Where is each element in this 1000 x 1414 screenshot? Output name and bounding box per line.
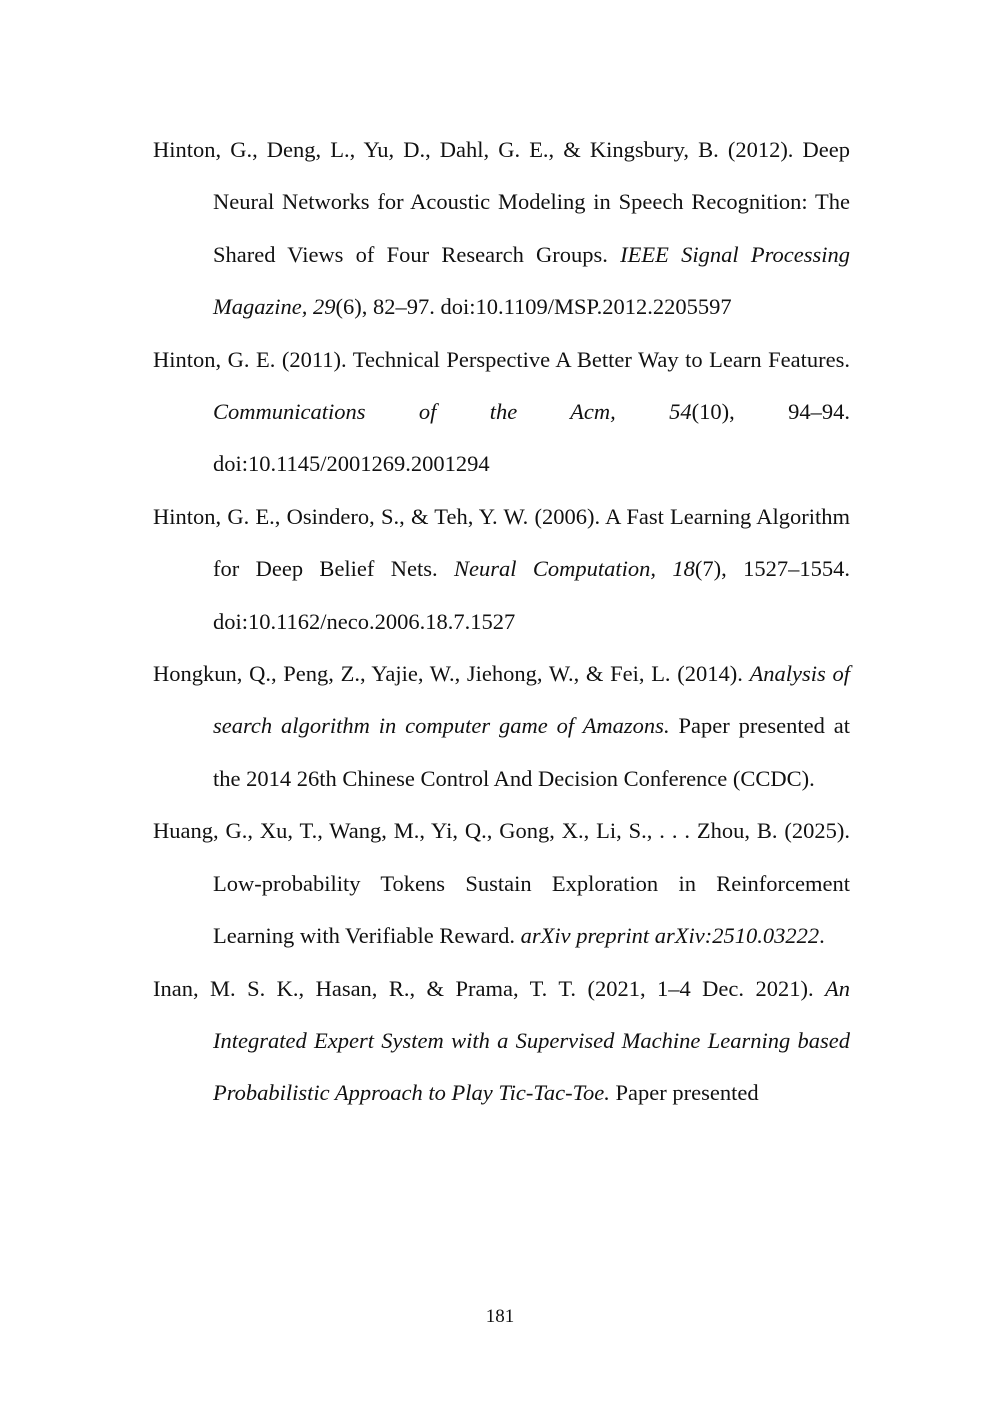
reference-source-italic: IEEE Signal Processing Magazine, 29: [213, 241, 850, 320]
reference-source-italic: Communications of the Acm, 54: [213, 399, 692, 425]
reference-entry: [153, 648, 850, 805]
page-number: 181: [485, 1306, 515, 1327]
reference-text: Hinton, G. E., Osindero, S., & Teh, Y. W. (2006). A Fast Learning Algorithm for Deep Belief Nets.: [153, 503, 850, 582]
reference-text: Paper presented at the 2014 26th Chinese Control And Decision Conference (CCDC).: [213, 713, 850, 791]
reference-source-italic: arXiv preprint arXiv:2510.03222: [520, 923, 820, 949]
reference-entry: [153, 334, 850, 491]
reference-text: (6), 82–97. doi:10.1109/MSP.2012.2205597: [335, 294, 732, 320]
reference-text: .: [819, 923, 825, 949]
reference-text: (10), 94–94. doi:10.1145/2001269.2001294: [213, 399, 850, 477]
reference-source-italic: Neural Computation, 18: [454, 556, 695, 582]
reference-text: Hongkun, Q., Peng, Z., Yajie, W., Jiehong, W., & Fei, L. (2014).: [153, 661, 750, 687]
reference-title-italic: Analysis of search algorithm in computer game of Amazons.: [213, 661, 850, 739]
reference-text: Hinton, G. E. (2011). Technical Perspective A Better Way to Learn Features.: [153, 346, 850, 372]
reference-text: Huang, G., Xu, T., Wang, M., Yi, Q., Gong, X., Li, S., . . . Zhou, B. (2025). Low-probability Tokens Sustain Exploration in Reinforcement Learning with Verifiable Reward.: [153, 818, 850, 949]
reference-text: Hinton, G., Deng, L., Yu, D., Dahl, G. E., & Kingsbury, B. (2012). Deep Neural Networks for Acoustic Modeling in Speech Recognition: The Shared Views of Four Research Groups.: [153, 137, 850, 267]
reference-entry: [153, 491, 850, 648]
reference-entry: [153, 124, 850, 334]
reference-text: (7), 1527–1554. doi:10.1162/neco.2006.18.7.1527: [213, 556, 850, 634]
reference-entry: [153, 963, 850, 1120]
reference-text: Inan, M. S. K., Hasan, R., & Prama, T. T. (2021, 1–4 Dec. 2021).: [153, 975, 825, 1001]
reference-list: [153, 124, 850, 1120]
reference-text: Paper presented: [609, 1080, 759, 1106]
reference-title-italic: An Integrated Expert System with a Supervised Machine Learning based Probabilistic Approach to Play Tic-Tac-Toe.: [213, 975, 850, 1106]
reference-entry: [153, 805, 850, 962]
